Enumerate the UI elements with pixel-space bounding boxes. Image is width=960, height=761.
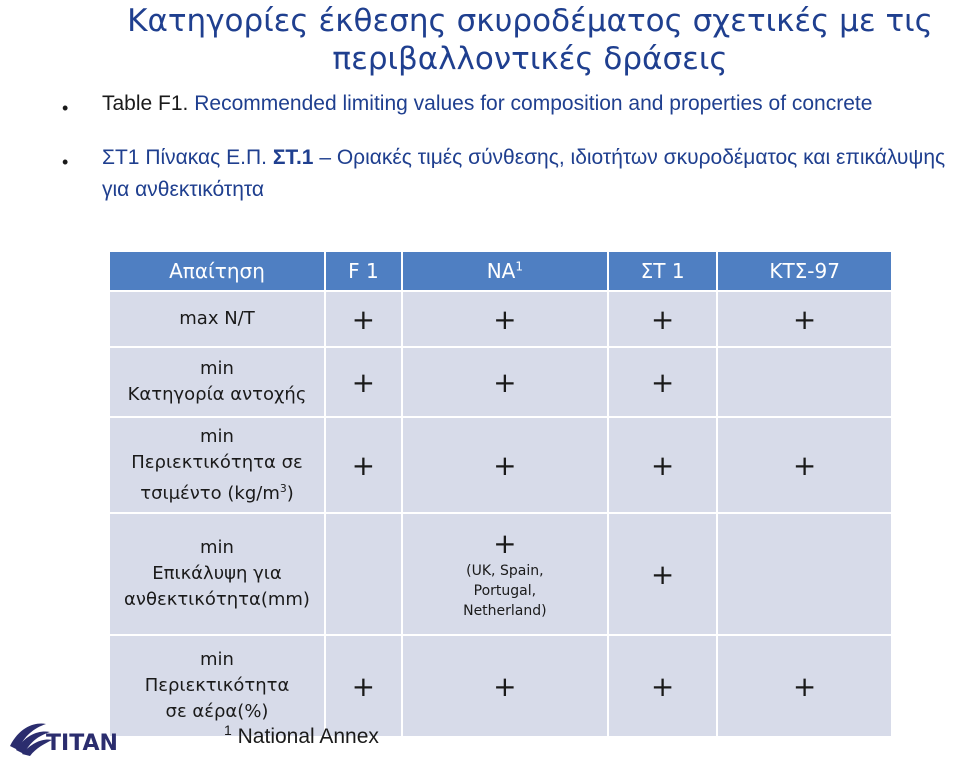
bullet-list <box>60 88 960 206</box>
cell-kts: + <box>718 636 891 736</box>
cell-st1: + <box>609 418 716 512</box>
req-line: Επικάλυψη για <box>152 563 282 584</box>
req-line: min <box>200 425 234 447</box>
footnote-marker: 1 <box>224 722 232 738</box>
titan-logo <box>6 716 146 760</box>
table-header-row <box>110 252 891 290</box>
header-f1: F 1 <box>326 252 401 290</box>
cell-st1: + <box>609 348 716 416</box>
req-text: τσιμέντο (kg/m <box>140 482 280 504</box>
cell-na <box>403 514 607 634</box>
cell-f1: + <box>326 636 401 736</box>
titan-logo-text: TITAN <box>46 731 118 756</box>
bullet-prefix: Table F1. <box>102 92 189 115</box>
footnote-text: National Annex <box>237 725 379 748</box>
cell-f1: + <box>326 292 401 346</box>
cell-f1: + <box>326 418 401 512</box>
bullet-dot: • <box>62 152 69 172</box>
cell-kts <box>718 514 891 634</box>
cell-st1: + <box>609 514 716 634</box>
req-sup: 3 <box>279 481 287 495</box>
table-row <box>110 418 891 512</box>
na-plus: + <box>493 527 517 560</box>
row-requirement <box>110 514 324 634</box>
cell-st1: + <box>609 636 716 736</box>
req-line: min <box>200 358 234 379</box>
cell-na: + <box>403 292 607 346</box>
req-end: ) <box>286 482 294 504</box>
req-line: min <box>200 649 234 670</box>
req-line: ανθεκτικότητα(mm) <box>124 589 310 610</box>
req-line: Κατηγορία αντοχής <box>127 384 307 405</box>
header-na-sup: 1 <box>515 259 523 274</box>
na-note: (UK, Spain, <box>466 563 544 579</box>
bullet-dot: • <box>62 98 69 118</box>
row-requirement <box>110 348 324 416</box>
na-note: Portugal, <box>473 583 537 599</box>
requirements-table <box>108 250 893 738</box>
header-st1: ΣΤ 1 <box>609 252 716 290</box>
table-row <box>110 292 891 346</box>
header-na-text: NA <box>486 259 516 283</box>
bullet-table-f1 <box>60 88 960 120</box>
req-line: Περιεκτικότητα σε <box>131 451 303 473</box>
slide-title: Κατηγορίες έκθεσης σκυροδέματος σχετικές με τις περιβαλλοντικές δράσεις <box>127 3 933 77</box>
table-row <box>110 514 891 634</box>
cell-kts: + <box>718 418 891 512</box>
header-kts: ΚΤΣ-97 <box>718 252 891 290</box>
bullet-bold: ΣΤ.1 <box>272 146 314 169</box>
table-row <box>110 348 891 416</box>
table-row <box>110 636 891 736</box>
footnote <box>224 722 379 749</box>
row-requirement: max N/T <box>110 292 324 346</box>
header-na <box>403 252 607 290</box>
bullet-text: – Οριακές τιμές σύνθεσης, ιδιοτήτων σκυροδέματος και επικάλυψης για ανθεκτικότητα <box>102 146 946 201</box>
bullet-st1 <box>60 142 960 206</box>
na-note: Netherland) <box>463 603 547 619</box>
cell-kts <box>718 348 891 416</box>
cell-kts: + <box>718 292 891 346</box>
req-line: min <box>200 537 234 558</box>
req-line: σε αέρα(%) <box>165 701 269 722</box>
bullet-text: Recommended limiting values for composition and properties of concrete <box>194 92 873 115</box>
header-requirement: Απαίτηση <box>110 252 324 290</box>
cell-na: + <box>403 418 607 512</box>
row-requirement <box>110 418 324 512</box>
req-line: Περιεκτικότητα <box>144 675 290 696</box>
bullet-prefix: ΣΤ1 Πίνακας Ε.Π. <box>102 146 267 169</box>
cell-st1: + <box>609 292 716 346</box>
cell-na: + <box>403 636 607 736</box>
cell-na: + <box>403 348 607 416</box>
req-line <box>110 476 324 507</box>
cell-f1: + <box>326 348 401 416</box>
cell-f1 <box>326 514 401 634</box>
